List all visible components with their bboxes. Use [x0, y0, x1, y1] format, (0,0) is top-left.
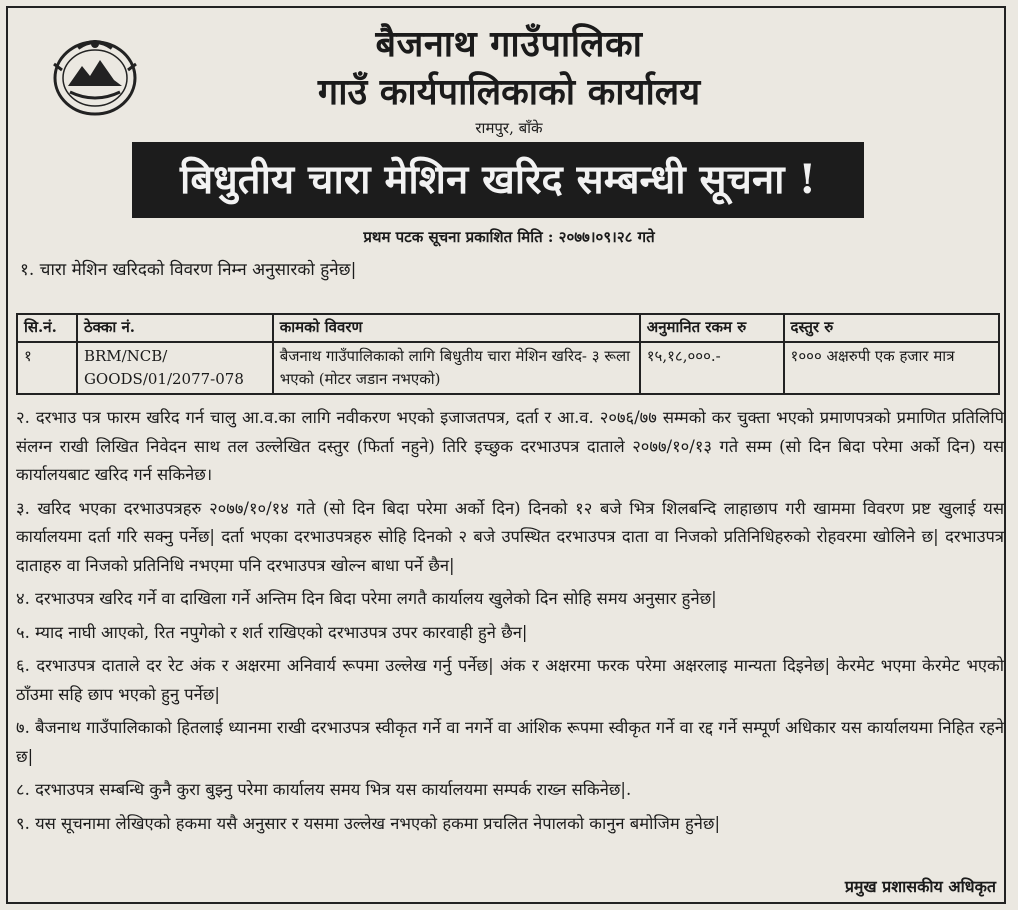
notice-paragraphs — [16, 404, 1004, 843]
header-description: कामको विवरण — [273, 314, 640, 342]
contract-no-line-2: GOODS/01/2077-078 — [83, 370, 244, 388]
paragraph-2: २. दरभाउ पत्र फारम खरिद गर्न चालु आ.व.का लागि नवीकरण भएको इजाजतपत्र, दर्ता र आ.व. २०७६/७७ सम्मको कर चुक्ता भएको प्रमाणपत्रको प्रमाणित प्रतिलिपि संलग्न राखी लिखित निवेदन साथ तल उल्लेखित दस्तुर (फिर्ता नहुने) तिरि इच्छुक दरभाउपत्र दाताले २०७७/१०/१३ गते सम्म (सो दिन बिदा परेमा अर्को दिन) यस कार्यालयबाट खरिद गर्न सकिनेछ। — [16, 408, 1004, 484]
office-location: रामपुर, बाँके — [475, 119, 543, 137]
header-estimated-amount: अनुमानित रकम रु — [640, 314, 784, 342]
paragraph-7: ७. बैजनाथ गाउँपालिकाको हितलाई ध्यानमा राखी दरभाउपत्र स्वीकृत गर्ने वा नगर्ने वा आंशिक रूपमा स्वीकृत गर्ने वा रद्द गर्ने सम्पूर्ण अधिकार यस कार्यालयमा निहित रहने छ| — [16, 718, 1004, 766]
signature-title: प्रमुख प्रशासकीय अधिकृत — [844, 877, 996, 896]
office-name: बैजनाथ गाउँपालिका — [375, 23, 643, 65]
header-sn: सि.नं. — [17, 314, 77, 342]
paragraph-4: ४. दरभाउपत्र खरिद गर्ने वा दाखिला गर्ने अन्तिम दिन बिदा परेमा लगतै कार्यालय खुलेको दिन सोहि समय अनुसार हुनेछ| — [16, 589, 717, 608]
table-row — [17, 342, 999, 394]
cell-estimated-amount: १५,१८,०००.- — [640, 342, 784, 394]
paragraph-5: ५. म्याद नाघी आएको, रित नपुगेको र शर्त राखिएको दरभाउपत्र उपर कारवाही हुने छैन| — [16, 622, 528, 642]
office-subtitle: गाउँ कार्यपालिकाको कार्यालय — [317, 71, 701, 113]
cell-contract-no — [77, 342, 273, 394]
cell-description: बैजनाथ गाउँपालिकाको लागि बिधुतीय चारा मेशिन खरिद- ३ रूला भएको (मोटर जडान नभएको) — [273, 342, 640, 394]
notice-title-banner: बिधुतीय चारा मेशिन खरिद सम्बन्धी सूचना ! — [132, 142, 864, 218]
cell-fee: १००० अक्षरुपी एक हजार मात्र — [784, 342, 999, 394]
paragraph-3: ३. खरिद भएका दरभाउपत्रहरु २०७७/१०/१४ गते (सो दिन बिदा परेमा अर्को दिन) दिनको १२ बजे भित्र शिलबन्दि लाहाछाप गरी खाममा विवरण प्रष्ट खुलाई यस कार्यालयमा दर्ता गरि सक्नु पर्नेछ| दर्ता भएका दरभाउपत्रहरु सोहि दिनको २ बजे उपस्थित दरभाउपत्र दाता वा निजको प्रतिनिधिहरुको रोहवरमा खोलिने छ| दरभाउपत्र दाताहरु वा निजको प्रतिनिधि नभएमा पनि दरभाउपत्र खोल्न बाधा पर्ने छैन| — [16, 498, 1004, 575]
item-1-text: १. चारा मेशिन खरिदको विवरण निम्न अनुसारको हुनेछ| — [20, 260, 357, 280]
header-fee: दस्तुर रु — [784, 314, 999, 342]
publication-date: प्रथम पटक सूचना प्रकाशित मिति : २०७७।०९।२८ गते — [363, 228, 655, 246]
contract-no-line-1: BRM/NCB/ — [83, 347, 168, 365]
table-header-row — [17, 314, 999, 342]
paragraph-8: ८. दरभाउपत्र सम्बन्धि कुनै कुरा बुझ्नु परेमा कार्यालय समय भित्र यस कार्यालयमा सम्पर्क राख्न सकिनेछ|. — [16, 780, 632, 799]
paragraph-6: ६. दरभाउपत्र दाताले दर रेट अंक र अक्षरमा अनिवार्य रूपमा उल्लेख गर्नु पर्नेछ| अंक र अक्षरमा फरक परेमा अक्षरलाइ मान्यता दिइनेछ| केरमेट भएमा केरमेट भएको ठाँउमा सहि छाप भएको हुनु पर्नेछ| — [16, 656, 1004, 704]
purchase-details-table — [16, 313, 1000, 395]
cell-sn: १ — [17, 342, 77, 394]
paragraph-9: ९. यस सूचनामा लेखिएको हकमा यसै अनुसार र यसमा उल्लेख नभएको हकमा प्रचलित नेपालको कानुन बमोजिम हुनेछ| — [16, 813, 721, 833]
header-contract-no: ठेक्का नं. — [77, 314, 273, 342]
